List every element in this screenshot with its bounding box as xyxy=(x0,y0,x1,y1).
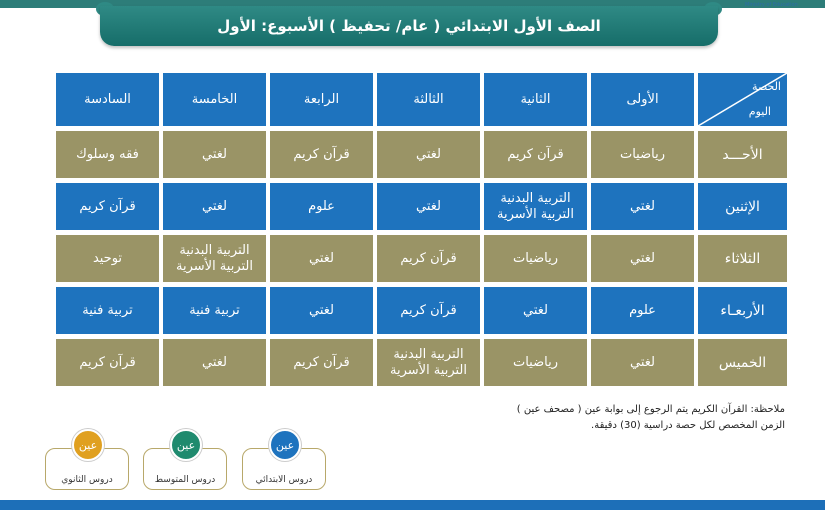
table-cell: رياضيات xyxy=(484,339,587,386)
ministry-logo-text: Ministry of Education xyxy=(745,2,798,8)
corner-cell xyxy=(698,73,787,126)
period-header: الأولى xyxy=(591,73,694,126)
table-cell: فقه وسلوك xyxy=(56,131,159,178)
table-cell: لغتي xyxy=(591,339,694,386)
table-cell: لغتي xyxy=(270,235,373,282)
table-cell: قرآن كريم xyxy=(377,235,480,282)
table-cell: لغتي xyxy=(484,287,587,334)
period-header: السادسة xyxy=(56,73,159,126)
day-label: الثلاثاء xyxy=(698,235,787,282)
table-cell: علوم xyxy=(591,287,694,334)
ein-logo-icon: عين xyxy=(170,429,202,461)
day-label: الإثنين xyxy=(698,183,787,230)
day-label: الخميس xyxy=(698,339,787,386)
day-label: الأربعـاء xyxy=(698,287,787,334)
table-cell: قرآن كريم xyxy=(56,183,159,230)
secondary-lessons-button[interactable] xyxy=(45,438,129,490)
table-cell: لغتي xyxy=(591,183,694,230)
table-cell: لغتي xyxy=(163,183,266,230)
table-cell: علوم xyxy=(270,183,373,230)
ein-logo-icon: عين xyxy=(269,429,301,461)
note-line: الزمن المخصص لكل حصة دراسية (30) دقيقة. xyxy=(591,420,785,431)
table-cell: لغتي xyxy=(270,287,373,334)
period-header: الخامسة xyxy=(163,73,266,126)
table-cell: قرآن كريم xyxy=(484,131,587,178)
table-cell: التربية البدنية التربية الأسرية xyxy=(377,339,480,386)
table-cell: توحيد xyxy=(56,235,159,282)
table-cell: لغتي xyxy=(591,235,694,282)
table-cell: لغتي xyxy=(377,183,480,230)
bottom-strip xyxy=(0,500,825,510)
table-cell: قرآن كريم xyxy=(270,339,373,386)
table-cell: رياضيات xyxy=(591,131,694,178)
table-cell: قرآن كريم xyxy=(377,287,480,334)
note-line: ملاحظة: القرآن الكريم يتم الرجوع إلى بوابة عين ( مصحف عين ) xyxy=(516,404,785,415)
table-cell: لغتي xyxy=(163,339,266,386)
day-label: الأحـــد xyxy=(698,131,787,178)
ein-logo-icon: عين xyxy=(72,429,104,461)
primary-lessons-button[interactable] xyxy=(242,438,326,490)
link-label: دروس الابتدائي xyxy=(255,475,313,485)
table-cell: التربية البدنية التربية الأسرية xyxy=(163,235,266,282)
page-title: الصف الأول الابتدائي ( عام/ تحفيظ ) الأسبوع: الأول xyxy=(217,17,601,35)
table-cell: لغتي xyxy=(163,131,266,178)
notes xyxy=(225,402,785,434)
table-cell: قرآن كريم xyxy=(270,131,373,178)
period-header: الرابعة xyxy=(270,73,373,126)
corner-day-label: اليوم xyxy=(748,105,771,118)
table-cell: التربية البدنية التربية الأسرية xyxy=(484,183,587,230)
table-cell: قرآن كريم xyxy=(56,339,159,386)
period-header: الثانية xyxy=(484,73,587,126)
table-cell: تربية فنية xyxy=(163,287,266,334)
table-cell: تربية فنية xyxy=(56,287,159,334)
corner-period-label: الحصة xyxy=(752,80,781,93)
period-header: الثالثة xyxy=(377,73,480,126)
timetable xyxy=(38,73,787,389)
table-cell: لغتي xyxy=(377,131,480,178)
link-label: دروس الثانوي xyxy=(61,475,113,485)
table-cell: رياضيات xyxy=(484,235,587,282)
intermediate-lessons-button[interactable] xyxy=(143,438,227,490)
link-label: دروس المتوسط xyxy=(154,475,216,485)
